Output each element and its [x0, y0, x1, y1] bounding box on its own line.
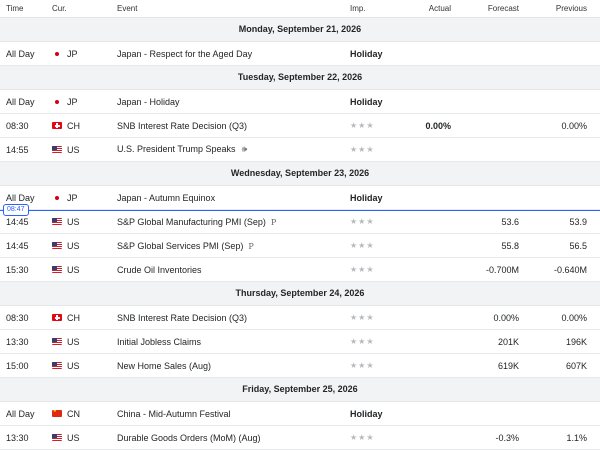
previous-value: 1.1%	[566, 432, 587, 443]
us-flag-icon	[52, 242, 62, 249]
event-row[interactable]	[0, 138, 600, 162]
us-flag-icon	[52, 362, 62, 369]
forecast-value: -0.700M	[485, 264, 519, 275]
event-name[interactable]	[117, 121, 247, 131]
actual-value: 0.00%	[425, 120, 451, 131]
previous-value: 607K	[565, 360, 587, 371]
event-time: 14:55	[6, 144, 29, 155]
event-title: S&P Global Manufacturing PMI (Sep)	[117, 216, 266, 227]
event-title: U.S. President Trump Speaks	[117, 144, 236, 154]
jp-flag-icon	[52, 194, 62, 201]
us-flag-icon	[52, 338, 62, 345]
currency-code: CH	[67, 120, 80, 131]
currency-code: JP	[67, 192, 78, 203]
preliminary-icon: P	[248, 241, 254, 251]
event-name[interactable]	[117, 265, 202, 275]
previous-value: 56.5	[569, 240, 587, 251]
event-title: New Home Sales (Aug)	[117, 360, 212, 371]
forecast-value: 0.00%	[493, 312, 519, 323]
header-time[interactable]: Time	[6, 4, 24, 13]
jp-flag-icon	[52, 98, 62, 105]
event-time: 15:30	[6, 264, 29, 275]
event-name[interactable]	[117, 313, 247, 323]
event-row[interactable]	[0, 234, 600, 258]
currency-code: US	[67, 240, 80, 251]
importance-stars: ★★★	[350, 145, 375, 154]
currency-code: US	[67, 216, 80, 227]
event-row[interactable]	[0, 330, 600, 354]
forecast-value: 619K	[497, 360, 519, 371]
speaker-icon[interactable]: 🕪	[241, 144, 248, 154]
importance-stars: ★★★	[350, 217, 375, 226]
current-time-badge: 08:47	[3, 204, 29, 216]
forecast-value: 55.8	[501, 240, 519, 251]
event-title: Japan - Autumn Equinox	[117, 192, 216, 203]
event-name[interactable]	[117, 193, 215, 203]
event-row[interactable]	[0, 186, 600, 210]
importance-stars: ★★★	[350, 265, 375, 274]
event-title: SNB Interest Rate Decision (Q3)	[117, 312, 248, 323]
event-title: Japan - Respect for the Aged Day	[117, 48, 253, 59]
event-row[interactable]	[0, 354, 600, 378]
event-name[interactable]	[117, 337, 201, 347]
event-time: 14:45	[6, 216, 29, 227]
event-row[interactable]	[0, 90, 600, 114]
event-time: 08:30	[6, 120, 29, 131]
event-row[interactable]	[0, 114, 600, 138]
event-time: 14:45	[6, 240, 29, 251]
event-time: All Day	[6, 48, 35, 59]
importance-stars: ★★★	[350, 361, 375, 370]
currency-code: US	[67, 264, 80, 275]
jp-flag-icon	[52, 50, 62, 57]
event-time: All Day	[6, 192, 35, 203]
date-header: Tuesday, September 22, 2026	[0, 66, 600, 90]
event-row[interactable]	[0, 402, 600, 426]
previous-value: 53.9	[569, 216, 587, 227]
importance-stars: ★★★	[350, 337, 375, 346]
header-importance[interactable]: Imp.	[350, 4, 366, 13]
event-time: All Day	[6, 96, 35, 107]
event-time: 13:30	[6, 336, 29, 347]
currency-code: US	[67, 432, 80, 443]
holiday-label: Holiday	[350, 96, 383, 107]
currency-code: JP	[67, 48, 78, 59]
event-name[interactable]	[117, 433, 261, 443]
previous-value: -0.640M	[553, 264, 587, 275]
header-currency[interactable]: Cur.	[52, 4, 67, 13]
event-title: China - Mid-Autumn Festival	[117, 408, 231, 419]
currency-code: CN	[67, 408, 80, 419]
date-header: Friday, September 25, 2026	[0, 378, 600, 402]
event-time: 08:30	[6, 312, 29, 323]
event-time: 13:30	[6, 432, 29, 443]
header-previous[interactable]: Previous	[555, 4, 587, 13]
event-name[interactable]	[117, 241, 254, 251]
event-name[interactable]	[117, 144, 247, 155]
holiday-label: Holiday	[350, 48, 383, 59]
event-title: S&P Global Services PMI (Sep)	[117, 240, 244, 251]
previous-value: 0.00%	[561, 312, 587, 323]
cn-flag-icon	[52, 410, 62, 417]
currency-code: US	[67, 360, 80, 371]
header-forecast[interactable]: Forecast	[487, 4, 519, 13]
event-row[interactable]	[0, 306, 600, 330]
event-name[interactable]	[117, 97, 180, 107]
date-header: Monday, September 21, 2026	[0, 18, 600, 42]
ch-flag-icon	[52, 314, 62, 321]
event-title: Japan - Holiday	[117, 96, 180, 107]
event-title: Crude Oil Inventories	[117, 264, 202, 275]
importance-stars: ★★★	[350, 313, 375, 322]
header-event[interactable]: Event	[117, 4, 138, 13]
event-time: All Day	[6, 408, 35, 419]
event-row[interactable]	[0, 426, 600, 450]
table-body	[0, 18, 600, 450]
event-name[interactable]	[117, 409, 231, 419]
currency-code: CH	[67, 312, 80, 323]
event-title: Initial Jobless Claims	[117, 336, 202, 347]
date-header: Thursday, September 24, 2026	[0, 282, 600, 306]
importance-stars: ★★★	[350, 241, 375, 250]
table-header	[0, 0, 600, 18]
date-header: Wednesday, September 23, 2026	[0, 162, 600, 186]
previous-value: 196K	[565, 336, 587, 347]
preliminary-icon: P	[270, 217, 277, 227]
forecast-value: 201K	[497, 336, 519, 347]
importance-stars: ★★★	[350, 121, 375, 130]
event-row[interactable]	[0, 210, 600, 234]
us-flag-icon	[52, 218, 62, 225]
event-row[interactable]	[0, 42, 600, 66]
event-name[interactable]	[117, 217, 276, 227]
header-actual[interactable]: Actual	[428, 4, 451, 13]
previous-value: 0.00%	[561, 120, 587, 131]
us-flag-icon	[52, 266, 62, 273]
event-name[interactable]	[117, 49, 252, 59]
event-row[interactable]	[0, 258, 600, 282]
holiday-label: Holiday	[350, 408, 383, 419]
event-time: 15:00	[6, 360, 29, 371]
currency-code: US	[67, 144, 80, 155]
event-title: Durable Goods Orders (MoM) (Aug)	[117, 432, 261, 443]
holiday-label: Holiday	[350, 192, 383, 203]
ch-flag-icon	[52, 122, 62, 129]
currency-code: JP	[67, 96, 78, 107]
us-flag-icon	[52, 434, 62, 441]
importance-stars: ★★★	[350, 433, 375, 442]
forecast-value: 53.6	[501, 216, 519, 227]
event-title: SNB Interest Rate Decision (Q3)	[117, 120, 248, 131]
us-flag-icon	[52, 146, 62, 153]
event-name[interactable]	[117, 361, 211, 371]
currency-code: US	[67, 336, 80, 347]
forecast-value: -0.3%	[495, 432, 519, 443]
